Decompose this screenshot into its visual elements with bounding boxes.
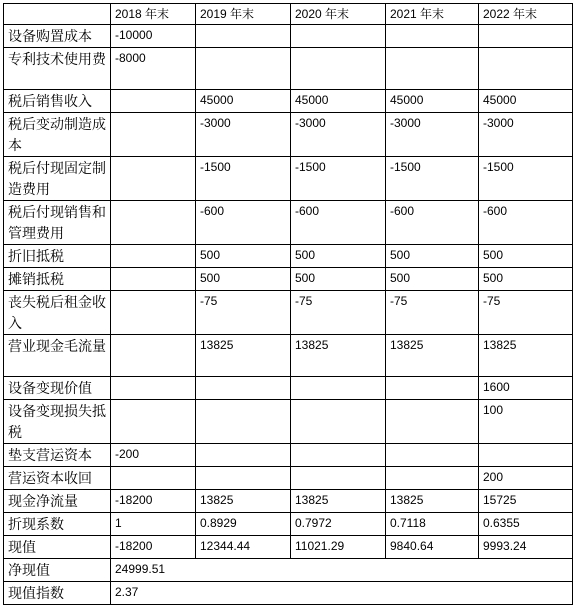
row-label: 设备购置成本 [4, 25, 111, 48]
value-cell: 13825 [291, 490, 386, 513]
summary-value: 2.37 [111, 582, 573, 605]
row-label: 税后付现固定制造费用 [4, 157, 111, 201]
value-cell [196, 25, 291, 48]
row-label: 营业现金毛流量 [4, 335, 111, 377]
value-cell: 500 [291, 268, 386, 291]
value-cell: 100 [479, 400, 573, 444]
summary-value: 24999.51 [111, 559, 573, 582]
value-cell [386, 25, 479, 48]
value-cell: 500 [479, 245, 573, 268]
value-cell: -75 [291, 291, 386, 335]
value-cell [479, 25, 573, 48]
value-cell: 500 [196, 245, 291, 268]
row-label: 现金净流量 [4, 490, 111, 513]
value-cell [111, 245, 196, 268]
table-row [4, 113, 573, 157]
value-cell [111, 467, 196, 490]
value-cell [291, 377, 386, 400]
value-cell: 45000 [386, 90, 479, 113]
value-cell: -3000 [196, 113, 291, 157]
row-label: 营运资本收回 [4, 467, 111, 490]
summary-label: 净现值 [4, 559, 111, 582]
value-cell: 0.8929 [196, 513, 291, 536]
value-cell: 200 [479, 467, 573, 490]
table-row [4, 157, 573, 201]
table-row [4, 201, 573, 245]
value-cell [291, 400, 386, 444]
value-cell [111, 377, 196, 400]
value-cell [291, 467, 386, 490]
value-cell [111, 157, 196, 201]
value-cell: -18200 [111, 490, 196, 513]
table-row [4, 90, 573, 113]
value-cell: -1500 [479, 157, 573, 201]
value-cell: 500 [386, 245, 479, 268]
header-cell-blank [4, 4, 111, 25]
table-row [4, 467, 573, 490]
table-row [4, 48, 573, 90]
value-cell: -1500 [196, 157, 291, 201]
header-cell-2022: 2022 年末 [479, 4, 573, 25]
value-cell [386, 444, 479, 467]
table-row [4, 245, 573, 268]
table-row [4, 444, 573, 467]
row-label: 税后付现销售和管理费用 [4, 201, 111, 245]
value-cell [386, 467, 479, 490]
value-cell: 500 [291, 245, 386, 268]
value-cell: -1500 [386, 157, 479, 201]
value-cell [291, 444, 386, 467]
value-cell: -18200 [111, 536, 196, 559]
row-label: 折旧抵税 [4, 245, 111, 268]
cash-flow-table [3, 3, 573, 605]
table-row [4, 513, 573, 536]
value-cell [386, 400, 479, 444]
value-cell: -200 [111, 444, 196, 467]
row-label: 现值 [4, 536, 111, 559]
value-cell [111, 90, 196, 113]
row-label: 税后变动制造成本 [4, 113, 111, 157]
value-cell [196, 400, 291, 444]
table-row [4, 335, 573, 377]
value-cell: -3000 [386, 113, 479, 157]
table-body [4, 4, 573, 605]
value-cell: 13825 [386, 335, 479, 377]
value-cell: -75 [196, 291, 291, 335]
value-cell: 9993.24 [479, 536, 573, 559]
value-cell: -1500 [291, 157, 386, 201]
row-label: 折现系数 [4, 513, 111, 536]
value-cell [111, 268, 196, 291]
value-cell: -3000 [291, 113, 386, 157]
row-label: 垫支营运资本 [4, 444, 111, 467]
table-row [4, 25, 573, 48]
value-cell: 13825 [386, 490, 479, 513]
value-cell [479, 48, 573, 90]
value-cell [386, 48, 479, 90]
row-label: 税后销售收入 [4, 90, 111, 113]
value-cell: 45000 [479, 90, 573, 113]
value-cell: 0.6355 [479, 513, 573, 536]
value-cell: 15725 [479, 490, 573, 513]
value-cell: 12344.44 [196, 536, 291, 559]
value-cell [196, 467, 291, 490]
value-cell: 11021.29 [291, 536, 386, 559]
summary-label: 现值指数 [4, 582, 111, 605]
value-cell: -75 [479, 291, 573, 335]
value-cell: 45000 [196, 90, 291, 113]
table-row [4, 490, 573, 513]
value-cell [479, 444, 573, 467]
row-label: 摊销抵税 [4, 268, 111, 291]
value-cell: -600 [196, 201, 291, 245]
value-cell [111, 335, 196, 377]
value-cell [196, 444, 291, 467]
value-cell [111, 291, 196, 335]
value-cell [196, 377, 291, 400]
value-cell: 13825 [479, 335, 573, 377]
summary-row [4, 582, 573, 605]
value-cell: 0.7118 [386, 513, 479, 536]
row-label: 专利技术使用费 [4, 48, 111, 90]
header-cell-2018: 2018 年末 [111, 4, 196, 25]
table-row [4, 536, 573, 559]
value-cell: 500 [386, 268, 479, 291]
value-cell: 500 [479, 268, 573, 291]
row-label: 丧失税后租金收入 [4, 291, 111, 335]
value-cell: 1600 [479, 377, 573, 400]
value-cell: 500 [196, 268, 291, 291]
value-cell: 13825 [196, 335, 291, 377]
value-cell [111, 201, 196, 245]
header-cell-2021: 2021 年末 [386, 4, 479, 25]
table-row [4, 400, 573, 444]
row-label: 设备变现价值 [4, 377, 111, 400]
value-cell [111, 400, 196, 444]
value-cell [291, 48, 386, 90]
value-cell: 0.7972 [291, 513, 386, 536]
table-row [4, 291, 573, 335]
value-cell: 9840.64 [386, 536, 479, 559]
header-cell-2020: 2020 年末 [291, 4, 386, 25]
value-cell: -600 [291, 201, 386, 245]
value-cell: 1 [111, 513, 196, 536]
value-cell [111, 113, 196, 157]
row-label: 设备变现损失抵税 [4, 400, 111, 444]
summary-row [4, 559, 573, 582]
value-cell: -8000 [111, 48, 196, 90]
value-cell: 45000 [291, 90, 386, 113]
value-cell [196, 48, 291, 90]
value-cell: -600 [386, 201, 479, 245]
value-cell: -10000 [111, 25, 196, 48]
value-cell: 13825 [196, 490, 291, 513]
value-cell [386, 377, 479, 400]
header-cell-2019: 2019 年末 [196, 4, 291, 25]
table-row [4, 377, 573, 400]
value-cell [291, 25, 386, 48]
value-cell: -600 [479, 201, 573, 245]
table-row [4, 268, 573, 291]
value-cell: -75 [386, 291, 479, 335]
header-row [4, 4, 573, 25]
value-cell: 13825 [291, 335, 386, 377]
value-cell: -3000 [479, 113, 573, 157]
